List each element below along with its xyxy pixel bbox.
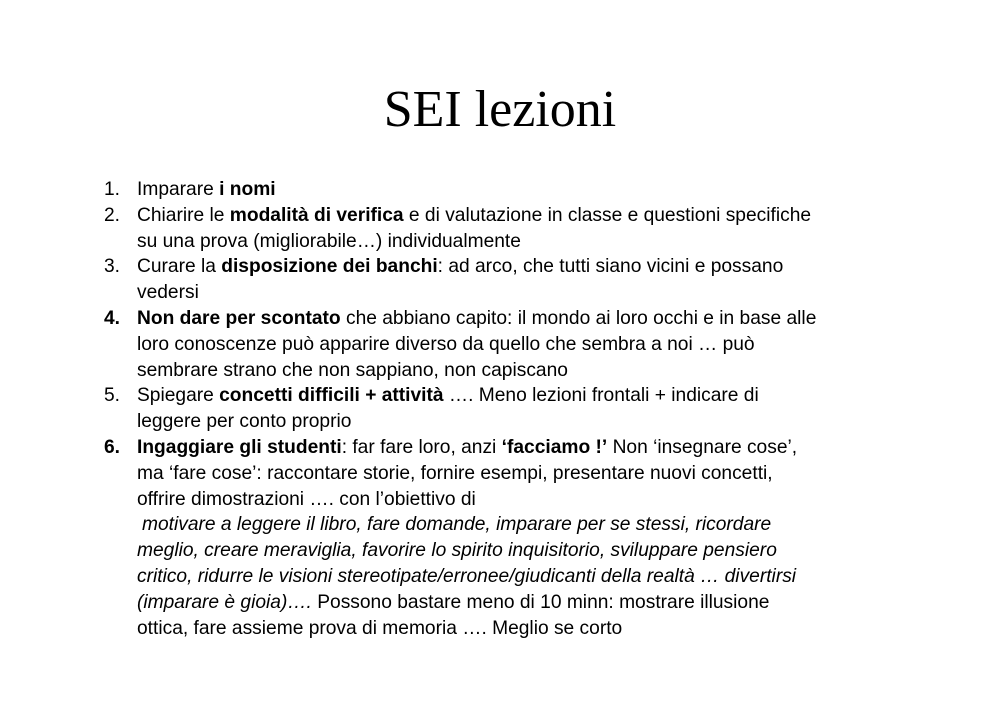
emphasis-text: modalità di verifica	[229, 204, 404, 226]
list-item-text	[137, 179, 276, 200]
body-text: …. Meno lezioni frontali + indicare di	[443, 385, 759, 407]
body-text: che abbiano capito: il mondo ai loro occhi e in base alle	[340, 307, 817, 329]
italic-text: (imparare è gioia)….	[137, 591, 312, 613]
body-text: : far fare loro, anzi	[341, 436, 502, 458]
emphasis-text: Non dare per scontato	[137, 307, 341, 329]
body-text: su una prova (migliorabile…) individualmente	[137, 230, 521, 252]
body-text: Chiarire le	[137, 204, 230, 226]
slide-title: SEI lezioni	[383, 81, 617, 138]
list-item-number: 3.	[104, 256, 121, 278]
body-text: Possono bastare meno di 10 minn: mostrare illusione	[311, 591, 770, 613]
italic-text: critico, ridurre le visioni stereotipate/erronee/giudicanti della realtà … divertirsi	[137, 565, 797, 587]
body-text: Non ‘insegnare cose’,	[607, 436, 798, 458]
body-text: Spiegare	[137, 385, 220, 407]
list-item-number: 5.	[104, 385, 121, 407]
list-item	[104, 435, 904, 641]
body-text: Curare la	[137, 256, 222, 278]
body-text: Imparare	[137, 179, 220, 200]
list-item-text	[137, 256, 783, 303]
body-text: vedersi	[137, 282, 199, 304]
emphasis-text: disposizione dei banchi	[221, 256, 438, 278]
list-item	[104, 383, 904, 435]
emphasis-text: i nomi	[219, 179, 276, 200]
list-item-number: 4.	[104, 307, 121, 329]
list-item-text	[137, 205, 811, 252]
list-item	[104, 254, 904, 306]
italic-text: motivare a leggere il libro, fare domande, imparare per se stessi, ricordare	[142, 514, 772, 536]
list-item-text	[137, 385, 759, 432]
body-text: e di valutazione in classe e questioni specifiche	[403, 204, 812, 226]
list-item	[104, 306, 904, 383]
emphasis-text: Ingaggiare gli studenti	[137, 436, 342, 458]
italic-text: meglio, creare meraviglia, favorire lo spirito inquisitorio, sviluppare pensiero	[137, 540, 777, 562]
numbered-list	[104, 177, 904, 641]
body-text: offrire dimostrazioni …. con l’obiettivo di	[137, 488, 476, 510]
emphasis-text: concetti difficili + attività	[219, 385, 444, 407]
emphasis-text: ‘facciamo !’	[501, 436, 608, 458]
body-text: ma ‘fare cose’: raccontare storie, fornire esempi, presentare nuovi concetti,	[137, 462, 773, 484]
body-text: ottica, fare assieme prova di memoria …. Meglio se corto	[137, 617, 623, 639]
body-text: leggere per conto proprio	[137, 411, 352, 433]
list-item-text	[137, 308, 816, 381]
list-item-text	[137, 437, 797, 639]
list-item-number: 2.	[104, 204, 121, 226]
body-text: : ad arco, che tutti siano vicini e possano	[437, 256, 784, 278]
list-item	[104, 203, 904, 255]
list-item-number: 6.	[104, 436, 121, 458]
list-item	[104, 177, 904, 203]
list-item-number: 1.	[104, 179, 121, 200]
body-text: loro conoscenze può apparire diverso da quello che sembra a noi … può	[137, 333, 755, 355]
body-text: sembrare strano che non sappiano, non capiscano	[137, 359, 568, 381]
